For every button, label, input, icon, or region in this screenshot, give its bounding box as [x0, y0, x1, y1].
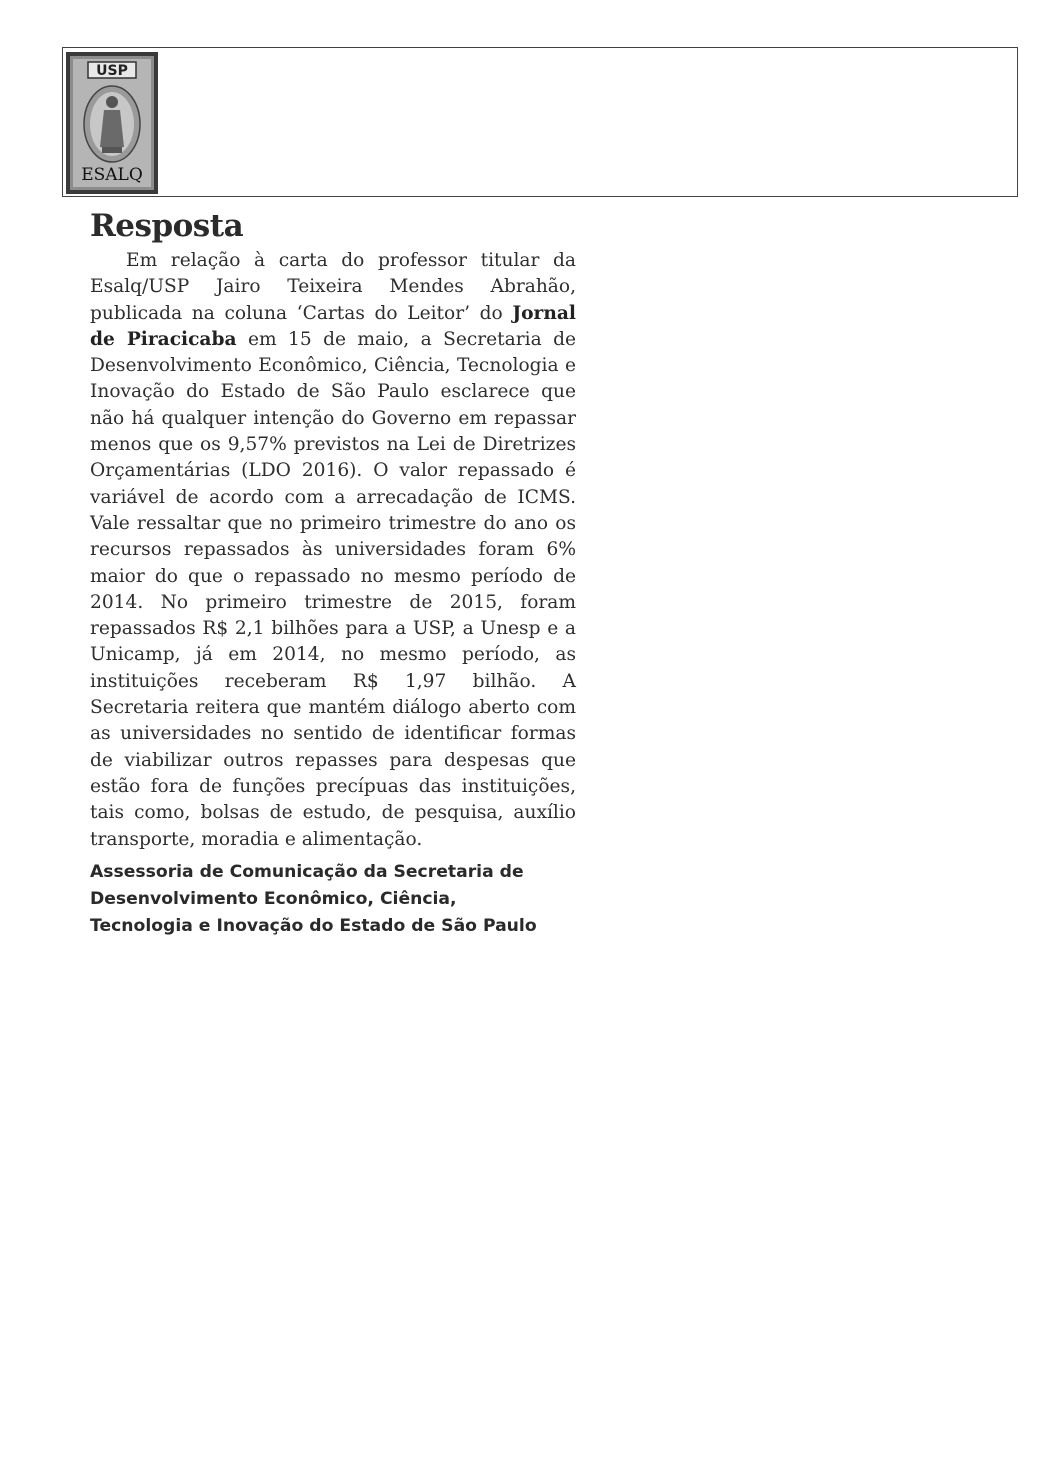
article-headline: Resposta: [90, 208, 244, 244]
usp-esalq-logo: [66, 52, 158, 194]
header-box: [62, 47, 1018, 197]
svg-text:ESALQ: ESALQ: [81, 165, 143, 185]
svg-text:USP: USP: [96, 63, 128, 79]
article-body-part1: Em relação à carta do professor titular da Esalq/USP Jairo Teixeira Mendes Abrahão, publicada na coluna ‘Cartas do Leitor’ do: [90, 250, 576, 324]
signature-line: Assessoria de Comunicação da Secretaria de: [90, 861, 524, 882]
article: [90, 206, 576, 940]
signature-line: Desenvolvimento Econômico, Ciência,: [90, 888, 457, 909]
article-body: [90, 248, 576, 853]
article-body-part2: em 15 de maio, a Secretaria de Desenvolvimento Econômico, Ciência, Tecnologia e Inovação do Estado de São Paulo esclarece que não há qualquer intenção do Governo em repassar menos que os 9,57% previstos na Lei de Diretrizes Orçamentárias (LDO 2016). O valor repassado é variável de acordo com a arrecadação de ICMS. Vale ressaltar que no primeiro trimestre do ano os recursos repassados às universidades foram 6% maior do que o repassado no mesmo período de 2014. No primeiro trimestre de 2015, foram repassados R$ 2,1 bilhões para a USP, a Unesp e a Unicamp, já em 2014, no mesmo período, as instituições receberam R$ 1,97 bilhão. A Secretaria reitera que mantém diálogo aberto com as universidades no sentido de identificar formas de viabilizar outros repasses para despesas que estão fora de funções precípuas das instituições, tais como, bolsas de estudo, de pesquisa, auxílio transporte, moradia e alimentação.: [90, 328, 576, 850]
article-signature: [90, 859, 576, 940]
newspaper-name: Jornal de Piracicaba: [90, 302, 576, 350]
signature-line: Tecnologia e Inovação do Estado de São Paulo: [90, 915, 537, 936]
